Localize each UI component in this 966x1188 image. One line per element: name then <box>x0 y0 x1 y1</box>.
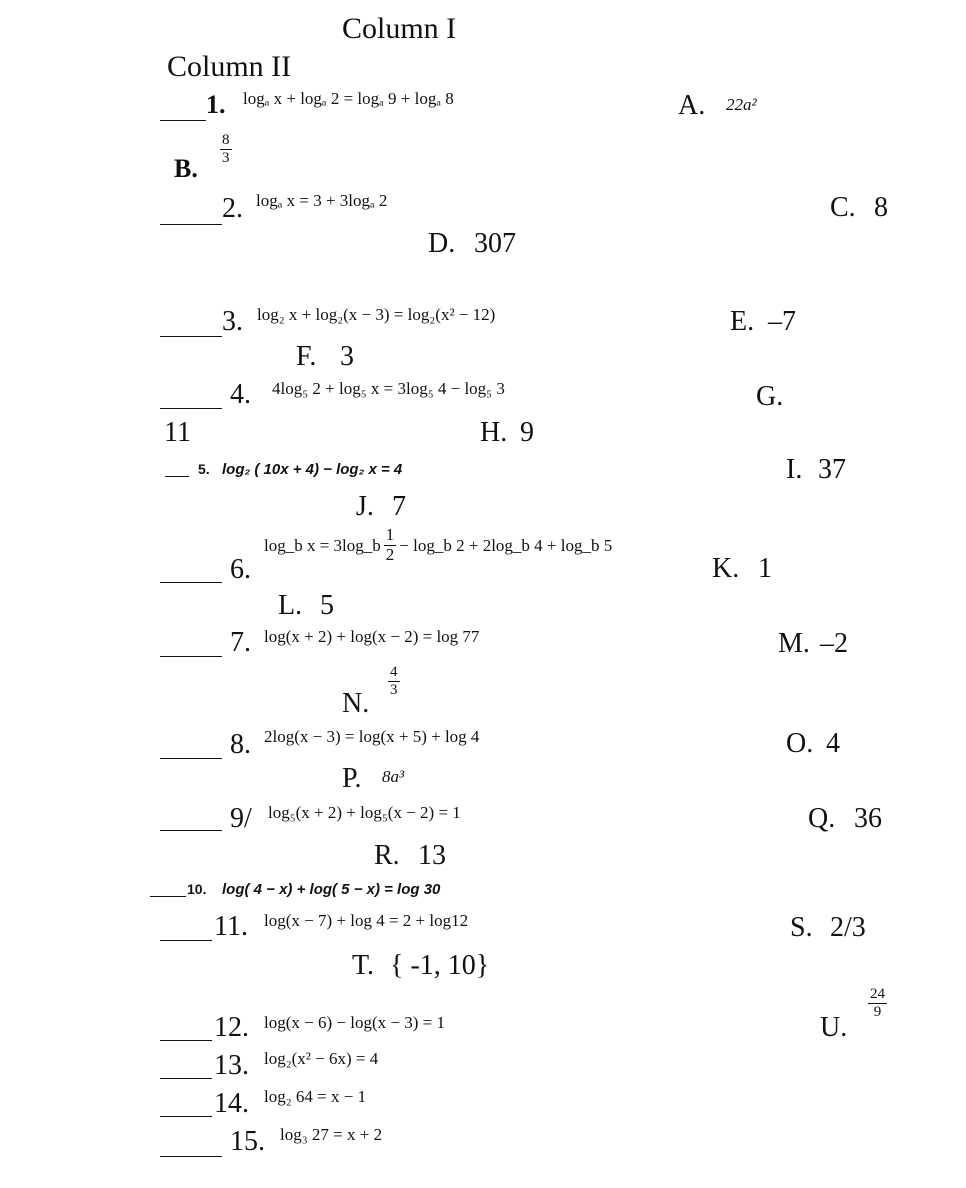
answer-blank-13[interactable] <box>160 1078 212 1079</box>
answer-label-r: R. <box>374 840 400 871</box>
question-number-15: 15. <box>230 1126 265 1157</box>
answer-value-n: $\frac{4}{3}$ <box>390 664 398 698</box>
answer-blank-9[interactable] <box>160 830 222 831</box>
answer-value-l: 5 <box>320 590 334 621</box>
question-equation-12: log(x − 6) − log(x − 3) = 1 <box>264 1013 445 1032</box>
question-equation-4: 4log₅ 2 + log₅ x = 3log₅ 4 − log₅ 3 <box>272 379 505 398</box>
answer-blank-5[interactable] <box>165 476 189 477</box>
answer-label-m: M. <box>778 628 810 659</box>
question-equation-11: log(x − 7) + log 4 = 2 + log12 <box>264 911 469 930</box>
answer-label-b: B. <box>174 154 198 183</box>
answer-blank-12[interactable] <box>160 1040 212 1041</box>
answer-value-g: 11 <box>164 417 191 448</box>
answer-blank-15[interactable] <box>160 1156 222 1157</box>
question-equation-1: logₐ x + logₐ 2 = logₐ 9 + logₐ 8 <box>243 89 454 108</box>
answer-label-q: Q. <box>808 803 836 834</box>
answer-value-m: –2 <box>820 628 848 659</box>
question-equation-7: log(x + 2) + log(x − 2) = log 77 <box>264 627 480 646</box>
answer-value-i: 37 <box>818 454 846 485</box>
question-number-7: 7. <box>230 627 251 658</box>
answer-label-s: S. <box>790 912 813 943</box>
answer-blank-1[interactable] <box>160 120 206 121</box>
answer-blank-3[interactable] <box>160 336 222 337</box>
question-equation-6: log_b x = 3log_b $\frac{1}{2}$ − log_b 2 + 2log_b 4 + log_b 5 <box>264 525 613 564</box>
question-number-4: 4. <box>230 379 251 410</box>
question-equation-14: log₂ 64 = x − 1 <box>264 1087 367 1106</box>
answer-value-e: –7 <box>768 306 796 337</box>
answer-label-l: L. <box>278 590 303 621</box>
answer-value-p: 8a³ <box>382 767 405 786</box>
answer-label-c: C. <box>830 192 856 223</box>
answer-blank-14[interactable] <box>160 1116 212 1117</box>
answer-label-g: G. <box>756 381 784 412</box>
question-equation-10: log( 4 − x) + log( 5 − x) = log 30 <box>222 881 441 898</box>
column-2-header: Column II <box>167 50 292 83</box>
answer-label-f: F. <box>296 341 317 372</box>
answer-blank-11[interactable] <box>160 940 212 941</box>
answer-value-u: $\frac{24}{9}$ <box>870 986 885 1020</box>
answer-label-h: H. <box>480 417 508 448</box>
answer-label-e: E. <box>730 306 755 337</box>
question-number-10: 10. <box>187 881 207 897</box>
answer-value-h: 9 <box>520 417 534 448</box>
answer-value-f: 3 <box>340 341 354 372</box>
answer-label-i: I. <box>786 454 803 485</box>
answer-value-q: 36 <box>854 803 882 834</box>
answer-blank-6[interactable] <box>160 582 222 583</box>
answer-value-c: 8 <box>874 192 888 223</box>
question-equation-2: logₐ x = 3 + 3logₐ 2 <box>256 191 388 210</box>
question-number-8: 8. <box>230 729 251 760</box>
answer-blank-10[interactable] <box>150 896 186 897</box>
answer-blank-7[interactable] <box>160 656 222 657</box>
question-number-3: 3. <box>222 306 243 337</box>
question-number-14: 14. <box>214 1088 249 1119</box>
question-number-1: 1. <box>206 90 226 119</box>
answer-label-j: J. <box>356 491 374 522</box>
question-equation-3: log₂ x + log₂(x − 3) = log₂(x² − 12) <box>257 305 496 324</box>
question-number-13: 13. <box>214 1050 249 1081</box>
answer-value-k: 1 <box>758 553 772 584</box>
answer-label-n: N. <box>342 688 370 719</box>
question-number-2: 2. <box>222 193 243 224</box>
answer-label-d: D. <box>428 228 456 259</box>
answer-label-o: O. <box>786 728 814 759</box>
answer-label-t: T. <box>352 950 375 981</box>
question-equation-15: log₃ 27 = x + 2 <box>280 1125 383 1144</box>
answer-value-t: { -1, 10} <box>390 950 490 981</box>
answer-label-u: U. <box>820 1012 848 1043</box>
question-number-6: 6. <box>230 554 251 585</box>
answer-value-r: 13 <box>418 840 446 871</box>
answer-label-p: P. <box>342 763 362 794</box>
answer-blank-8[interactable] <box>160 758 222 759</box>
answer-label-k: K. <box>712 553 740 584</box>
column-1-header: Column I <box>342 12 457 45</box>
answer-value-s: 2/3 <box>830 912 866 943</box>
answer-value-d: 307 <box>474 228 516 259</box>
question-number-5: 5. <box>198 461 210 477</box>
answer-value-b: $\frac{8}{3}$ <box>222 132 230 166</box>
question-number-12: 12. <box>214 1012 249 1043</box>
question-number-11: 11. <box>214 911 248 942</box>
answer-blank-2[interactable] <box>160 224 222 225</box>
answer-value-a: 22a² <box>726 95 757 114</box>
question-equation-9: log₅(x + 2) + log₅(x − 2) = 1 <box>268 803 461 822</box>
question-equation-8: 2log(x − 3) = log(x + 5) + log 4 <box>264 727 480 746</box>
question-equation-5: log₂ ( 10x + 4) − log₂ x = 4 <box>222 461 403 478</box>
answer-value-o: 4 <box>826 728 840 759</box>
answer-blank-4[interactable] <box>160 408 222 409</box>
question-equation-13: log₂(x² − 6x) = 4 <box>264 1049 379 1068</box>
answer-value-j: 7 <box>392 491 406 522</box>
answer-label-a: A. <box>678 90 706 121</box>
question-number-9: 9/ <box>230 803 252 834</box>
